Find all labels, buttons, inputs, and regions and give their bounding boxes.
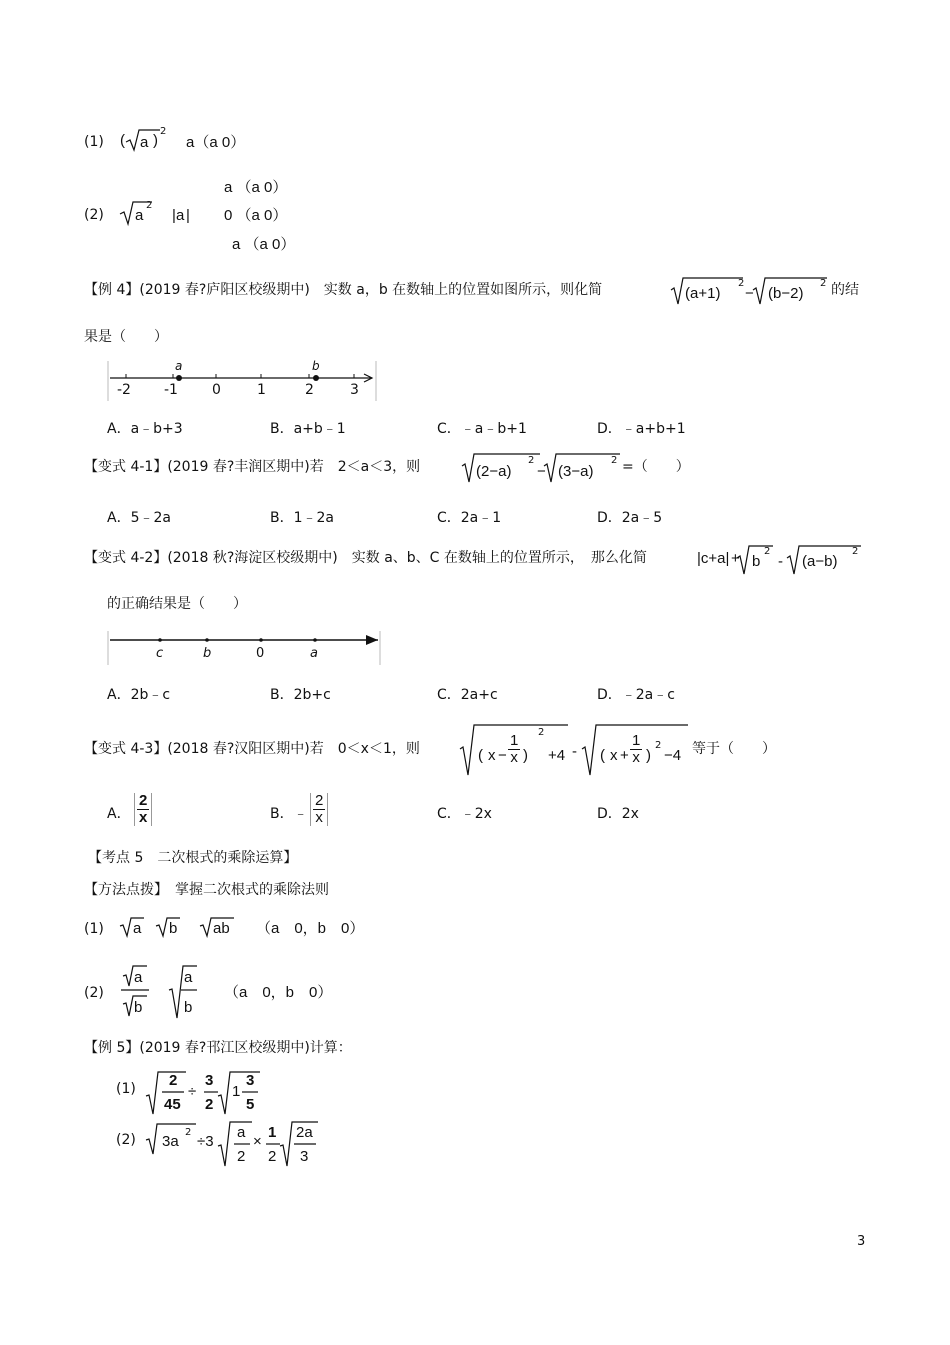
option-d: D．2x — [597, 806, 639, 822]
option-c: C．﹣2x — [437, 806, 492, 822]
option-a: A．2b﹣c — [107, 687, 171, 703]
point-a-label: a — [310, 646, 318, 661]
topic-5-heading: 【考点 5 二次根式的乘除运算】 — [88, 850, 298, 866]
ex5-part-2-prefix: (2) — [116, 1132, 136, 1148]
tick-label: -2 — [117, 382, 131, 398]
origin-label: 0 — [256, 646, 265, 661]
variant-4-1-expr-2: (3−a) — [558, 463, 594, 480]
variant-4-2-abs-expr: |c+a| — [697, 550, 730, 567]
example-4-text: 【例 4】(2019 春?庐阳区校级期中) 实数 a，b 在数轴上的位置如图所示，则化简 — [84, 282, 603, 298]
option-b-fraction — [310, 793, 328, 826]
rule-2-prefix: (2) — [84, 207, 104, 223]
tick-label: 3 — [350, 382, 359, 398]
option-b-label: B．﹣ — [270, 806, 308, 822]
number-line-figure-1 — [106, 360, 378, 402]
ex5-p1-div: ÷ — [188, 1083, 197, 1100]
rule-1-radicand: a — [140, 134, 149, 151]
rule-2-abs-right: | — [186, 207, 190, 224]
option-a-den: x — [139, 808, 148, 826]
v43-frac-2 — [630, 733, 642, 766]
ex5-p1-num-1: 2 — [169, 1072, 178, 1089]
variant-4-1-minus: − — [537, 463, 546, 480]
ex5-p2-den-4: 3 — [300, 1148, 309, 1165]
variant-4-1-tail: =（ ） — [622, 459, 690, 475]
div-rule-num: a — [134, 969, 143, 986]
option-c: C．2a+c — [437, 687, 498, 703]
v43-frac-1-den: x — [510, 748, 518, 766]
div-rule-cond: （a 0，b 0） — [224, 984, 333, 1001]
number-line-2 — [106, 630, 382, 666]
number-line-figure-2 — [106, 630, 382, 666]
number-line-1 — [106, 360, 378, 402]
rule-2-case-3: a （a 0） — [232, 236, 296, 253]
option-b: B．a+b﹣1 — [270, 421, 346, 437]
v43-close-paren-2: ) — [646, 747, 651, 764]
mul-rule-b: b — [169, 920, 178, 937]
rule-1-result: a（a 0） — [186, 134, 246, 151]
v43-frac-1-num: 1 — [510, 732, 519, 749]
variant-4-2-text: 【变式 4-2】(2018 秋?海淀区校级期中) 实数 a、b、C 在数轴上的位置所示， 那么化简 — [84, 550, 647, 566]
v43-open-paren-1: ( — [478, 747, 483, 764]
variant-4-1-exp-1: 2 — [528, 455, 535, 466]
ex5-p1-den-3: 5 — [246, 1096, 255, 1113]
example-4-exp-1: 2 — [738, 278, 745, 289]
example-4-expr-1: (a+1) — [685, 285, 721, 302]
tick-label: 2 — [305, 382, 314, 398]
rule-2-case-1: a （a 0） — [224, 179, 288, 196]
div-rule-den: b — [134, 999, 143, 1016]
v43-close-paren-1: ) — [523, 747, 528, 764]
variant-4-2-line-2: 的正确结果是（ ） — [107, 596, 247, 612]
option-c: C．﹣a﹣b+1 — [437, 421, 527, 437]
variant-4-2-plus: + — [731, 550, 740, 567]
rule-2-radicand: a — [135, 207, 144, 224]
page-number: 3 — [857, 1234, 866, 1249]
variant-4-2-exp-1: 2 — [764, 546, 771, 557]
rule-2-exponent: 2 — [146, 200, 153, 211]
variant-4-1-expr-1: (2−a) — [476, 463, 512, 480]
mul-rule-prefix: (1) — [84, 921, 104, 937]
option-a-label: A． — [107, 806, 131, 822]
option-b-den: x — [315, 808, 323, 826]
variant-4-3-tail: 等于（ ） — [692, 741, 776, 757]
ex5-p2-exp: 2 — [185, 1127, 192, 1138]
variant-4-2-exp-2: 2 — [852, 546, 859, 557]
rule-2-case-2: 0 （a 0） — [224, 207, 288, 224]
v43-mid-minus: - — [572, 743, 577, 760]
point-b-label: b — [312, 359, 320, 373]
method-tip: 【方法点拨】 掌握二次根式的乘除法则 — [84, 882, 329, 898]
v43-exp-1: 2 — [538, 727, 545, 738]
variant-4-3-text: 【变式 4-3】(2018 春?汉阳区期中)若 0＜x＜1，则 — [84, 741, 420, 757]
point-c-label: c — [156, 646, 164, 661]
tick-label: 0 — [212, 382, 221, 398]
ex5-p1-den-2: 2 — [205, 1096, 214, 1113]
ex5-p2-num-3: 1 — [268, 1124, 277, 1141]
example-4-exp-2: 2 — [820, 278, 827, 289]
ex5-p2-den-3: 2 — [268, 1148, 277, 1165]
ex5-p1-whole: 1 — [232, 1083, 241, 1100]
option-b: B．1﹣2a — [270, 510, 334, 526]
example-4-tail: 的结 — [831, 282, 859, 298]
v43-minus4: −4 — [664, 747, 682, 764]
rule-2-abs-value: a — [176, 207, 185, 224]
option-a-num: 2 — [139, 792, 148, 809]
example-4-minus: − — [745, 285, 754, 302]
v43-exp-2: 2 — [655, 740, 662, 751]
ex5-p1-den-1: 45 — [164, 1096, 181, 1113]
option-a: A．5﹣2a — [107, 510, 171, 526]
variant-4-2-minus: - — [778, 553, 783, 570]
rule-1-exponent: 2 — [160, 126, 167, 137]
v43-frac-2-num: 1 — [632, 732, 641, 749]
mul-rule-a: a — [133, 920, 142, 937]
v43-plus4: +4 — [548, 747, 566, 764]
v43-x-1: x — [488, 747, 496, 764]
example-4-line-2: 果是（ ） — [84, 329, 168, 345]
option-b: B．2b+c — [270, 687, 331, 703]
ex5-p2-term-1: 3a — [162, 1133, 179, 1150]
v43-plus: + — [620, 747, 629, 764]
div-rule-prefix: (2) — [84, 985, 104, 1001]
option-b-num: 2 — [315, 792, 324, 809]
ex5-part-1-prefix: (1) — [116, 1081, 136, 1097]
rule-1-open-paren: ( — [120, 132, 125, 149]
ex5-p1-num-3: 3 — [246, 1072, 255, 1089]
example-4-expr-2: (b−2) — [768, 285, 804, 302]
point-b-label: b — [203, 646, 212, 661]
tick-label: -1 — [164, 382, 178, 398]
option-d: D．﹣a+b+1 — [597, 421, 686, 437]
ex5-p2-num-4: 2a — [296, 1124, 313, 1141]
option-a-fraction — [134, 793, 152, 826]
ex5-p2-den-2: 2 — [237, 1148, 246, 1165]
point-a-label: a — [175, 359, 183, 373]
option-d: D．2a﹣5 — [597, 510, 663, 526]
mul-rule-cond: （a 0，b 0） — [256, 920, 365, 937]
ex5-p2-div: ÷3 — [197, 1133, 214, 1150]
variant-4-2-ab: (a−b) — [802, 553, 838, 570]
tick-label: 1 — [257, 382, 266, 398]
option-c: C．2a﹣1 — [437, 510, 502, 526]
rule-1-prefix: (1) — [84, 134, 104, 150]
ex5-p1-num-2: 3 — [205, 1072, 214, 1089]
v43-frac-2-den: x — [632, 748, 640, 766]
variant-4-1-exp-2: 2 — [611, 455, 618, 466]
v43-frac-1 — [508, 733, 520, 766]
mul-rule-ab: ab — [213, 920, 230, 937]
v43-minus-1: − — [498, 747, 507, 764]
div-rule-frac-num: a — [184, 969, 193, 986]
option-d: D．﹣2a﹣c — [597, 687, 675, 703]
v43-x-2: x — [610, 747, 618, 764]
variant-4-1-text: 【变式 4-1】(2019 春?丰润区期中)若 2＜a＜3，则 — [84, 459, 421, 475]
ex5-p2-times: × — [253, 1133, 262, 1150]
example-5-text: 【例 5】(2019 春?邗江区校级期中)计算： — [84, 1040, 352, 1056]
v43-open-paren-2: ( — [600, 747, 605, 764]
option-a: A．a﹣b+3 — [107, 421, 183, 437]
variant-4-2-b: b — [752, 553, 761, 570]
rule-1-close-paren: ) — [153, 132, 158, 149]
rule-2-abs-left: | — [172, 207, 176, 224]
div-rule-frac-den: b — [184, 999, 193, 1016]
ex5-p2-num-2: a — [237, 1124, 246, 1141]
